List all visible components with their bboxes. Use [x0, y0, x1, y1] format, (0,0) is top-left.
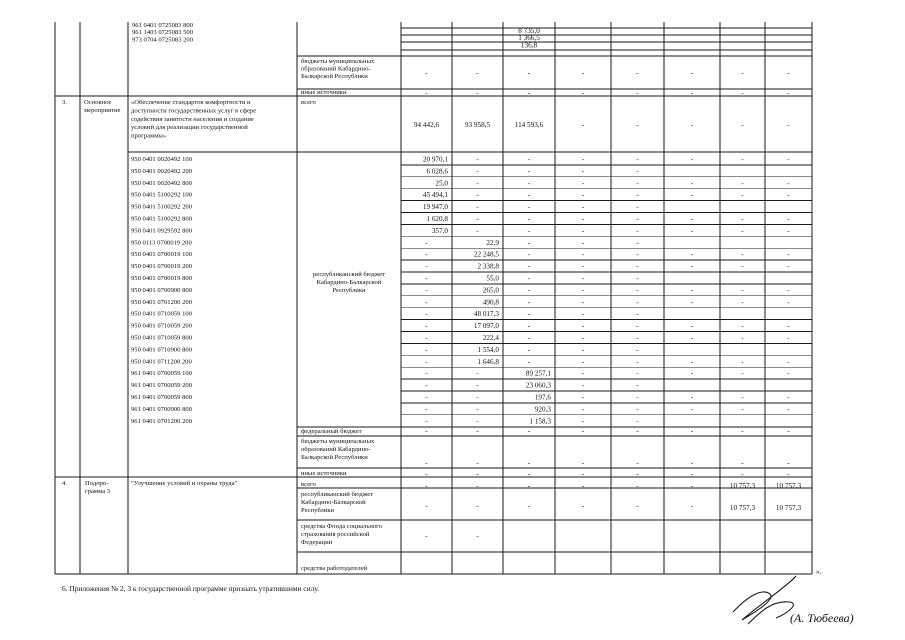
- dash-cell: -: [636, 121, 639, 129]
- dash-cell: -: [581, 334, 585, 342]
- budget-code: 950 0401 0020492 200: [131, 167, 192, 175]
- source-label: Кабардино-Балкарской: [301, 499, 366, 506]
- budget-code: 973 0704 0725083 200: [132, 36, 193, 44]
- source-label: республиканский бюджет: [301, 491, 374, 498]
- dash-cell: -: [527, 357, 531, 366]
- source-label: республиканский бюджет: [312, 271, 386, 278]
- dash-cell: -: [741, 155, 744, 164]
- dash-cell: -: [527, 69, 531, 77]
- dash-cell: -: [741, 427, 744, 435]
- dash-cell: -: [636, 167, 639, 176]
- budget-code: 950 0401 5100292 200: [131, 203, 192, 211]
- dash-cell: -: [636, 417, 639, 426]
- dash-cell: -: [527, 310, 531, 319]
- dash-cell: -: [690, 369, 694, 378]
- dash-cell: -: [636, 238, 639, 247]
- dash-cell: -: [636, 298, 639, 307]
- dash-cell: -: [690, 191, 694, 200]
- dash-cell: -: [425, 274, 428, 283]
- dash-cell: -: [690, 393, 694, 402]
- value-cell: 19 947,0: [422, 203, 448, 212]
- dash-cell: -: [581, 381, 585, 390]
- dash-cell: -: [690, 179, 694, 188]
- dash-cell: -: [636, 250, 639, 259]
- budget-code: 961 0401 0700900 800: [131, 405, 192, 413]
- dash-cell: -: [476, 381, 479, 390]
- dash-cell: -: [527, 191, 531, 200]
- dash-cell: -: [690, 262, 694, 271]
- dash-cell: -: [476, 532, 479, 540]
- dash-cell: -: [741, 470, 744, 478]
- dash-cell: -: [527, 262, 531, 271]
- budget-code: 961 0401 0700059 100: [131, 370, 192, 378]
- dash-cell: -: [636, 179, 639, 188]
- dash-cell: -: [787, 179, 790, 188]
- value-cell: 45 494,1: [422, 191, 448, 200]
- value-cell: 22,9: [486, 238, 499, 247]
- value-cell: 22 248,5: [473, 250, 499, 259]
- dash-cell: -: [787, 226, 790, 235]
- dash-cell: -: [741, 298, 744, 307]
- dash-cell: -: [527, 459, 531, 467]
- dash-cell: -: [741, 286, 744, 295]
- dash-cell: -: [425, 459, 428, 467]
- dash-cell: -: [636, 262, 639, 271]
- dash-cell: -: [476, 215, 479, 223]
- dash-cell: -: [787, 322, 790, 331]
- source-label: бюджеты муниципальных: [301, 58, 375, 65]
- dash-cell: -: [787, 334, 790, 342]
- dash-cell: -: [636, 357, 639, 366]
- dash-cell: -: [741, 393, 744, 402]
- dash-cell: -: [581, 310, 585, 319]
- dash-cell: -: [476, 427, 479, 435]
- dash-cell: -: [527, 470, 531, 478]
- source-label: иные источники: [301, 470, 347, 477]
- source-label: Балкарской Республики: [301, 73, 368, 81]
- total-label: всего: [301, 481, 316, 488]
- dash-cell: -: [787, 262, 790, 271]
- signature-scribble: [733, 576, 796, 624]
- dash-cell: -: [425, 262, 428, 271]
- dash-cell: -: [741, 121, 744, 129]
- dash-cell: -: [581, 405, 585, 414]
- value-cell: 23 060,3: [525, 381, 551, 390]
- row-title: «Обеспечение стандартов комфортности и: [131, 99, 251, 106]
- dash-cell: -: [690, 459, 694, 467]
- dash-cell: -: [476, 89, 479, 97]
- dash-cell: -: [476, 226, 479, 235]
- dash-cell: -: [527, 203, 531, 212]
- total-label: всего: [301, 99, 316, 106]
- dash-cell: -: [425, 427, 428, 435]
- dash-cell: -: [581, 459, 585, 467]
- dash-cell: -: [787, 286, 790, 295]
- row-type: Основное: [84, 99, 112, 106]
- dash-cell: -: [581, 89, 585, 97]
- budget-code: 950 0401 0701200 200: [131, 298, 192, 306]
- source-label: Республики: [301, 507, 335, 514]
- dash-cell: -: [425, 334, 428, 342]
- value-cell: 6 028,6: [426, 167, 448, 176]
- dash-cell: -: [476, 393, 479, 402]
- dash-cell: -: [636, 322, 639, 331]
- source-label: средства работодателей: [301, 565, 368, 572]
- dash-cell: -: [476, 155, 479, 164]
- budget-code: 961 0401 0700059 800: [131, 394, 192, 401]
- dash-cell: -: [741, 459, 744, 467]
- dash-cell: -: [581, 215, 585, 223]
- dash-cell: -: [527, 179, 531, 188]
- value-cell: 1 620,8: [426, 215, 448, 223]
- row-number: 3.: [62, 99, 67, 106]
- dash-cell: -: [636, 405, 639, 414]
- value-cell: 1 646,8: [477, 357, 499, 366]
- dash-cell: -: [787, 298, 790, 307]
- dash-cell: -: [527, 226, 531, 235]
- dash-cell: -: [636, 215, 639, 223]
- dash-cell: -: [787, 69, 790, 77]
- dash-cell: -: [741, 69, 744, 77]
- dash-cell: -: [690, 286, 694, 295]
- closing-quote: ».: [816, 567, 822, 576]
- budget-code: 950 0401 0711200 200: [131, 358, 192, 366]
- signature-text: (А. Тюбеева): [790, 611, 854, 625]
- value-cell: 197,6: [534, 393, 551, 402]
- dash-cell: -: [581, 121, 585, 129]
- row-number: 4.: [62, 480, 67, 487]
- dash-cell: -: [636, 369, 639, 378]
- budget-code: 950 0401 0710059 100: [131, 310, 192, 318]
- row-title: программы»: [131, 132, 167, 140]
- dash-cell: -: [581, 427, 585, 435]
- dash-cell: -: [425, 532, 428, 540]
- budget-code: 950 0401 5100292 100: [131, 191, 192, 199]
- dash-cell: -: [527, 89, 531, 97]
- dash-cell: -: [527, 155, 531, 164]
- dash-cell: -: [636, 286, 639, 295]
- value-cell: 222,4: [482, 334, 499, 342]
- dash-cell: -: [425, 405, 428, 414]
- dash-cell: -: [690, 226, 694, 235]
- dash-cell: -: [636, 89, 639, 97]
- dash-cell: -: [787, 393, 790, 402]
- dash-cell: -: [581, 286, 585, 295]
- dash-cell: -: [636, 155, 639, 164]
- dash-cell: -: [741, 369, 744, 378]
- dash-cell: -: [741, 262, 744, 271]
- dash-cell: -: [636, 274, 639, 283]
- dash-cell: -: [690, 427, 694, 435]
- dash-cell: -: [690, 322, 694, 331]
- dash-cell: -: [741, 322, 744, 331]
- dash-cell: -: [581, 393, 585, 402]
- dash-cell: -: [476, 179, 479, 188]
- dash-cell: -: [581, 226, 585, 235]
- value-cell: 10 757,3: [729, 504, 756, 512]
- budget-code: 961 0401 0701200 200: [131, 417, 192, 425]
- budget-code: 950 0401 0700019 800: [131, 275, 192, 282]
- budget-code: 950 0401 0710059 800: [131, 334, 192, 342]
- source-label: бюджеты муниципальных: [301, 438, 375, 445]
- dash-cell: -: [581, 502, 585, 510]
- dash-cell: -: [425, 298, 428, 307]
- dash-cell: -: [425, 470, 428, 478]
- dash-cell: -: [581, 250, 585, 259]
- value-cell: 1 554,0: [477, 345, 499, 354]
- dash-cell: -: [425, 345, 428, 354]
- source-label: страхования российской: [301, 531, 370, 538]
- source-label: иные источники: [301, 89, 347, 96]
- dash-cell: -: [787, 215, 790, 223]
- dash-cell: -: [581, 482, 585, 490]
- value-cell: 1 158,3: [529, 417, 551, 426]
- dash-cell: -: [527, 502, 531, 510]
- dash-cell: -: [476, 417, 479, 426]
- budget-code: 950 0401 0020492 100: [131, 156, 192, 163]
- source-label: Республики: [332, 287, 366, 294]
- budget-code: 950 0113 0700019 200: [131, 239, 192, 247]
- row-title: условий для реализации государственной: [131, 124, 248, 132]
- dash-cell: -: [581, 167, 585, 176]
- budget-code: 961 0401 0700059 200: [131, 382, 192, 390]
- value-cell: 1 366,5: [518, 34, 540, 43]
- dash-cell: -: [425, 369, 428, 378]
- value-cell: 25,0: [435, 179, 448, 188]
- dash-cell: -: [636, 393, 639, 402]
- dash-cell: -: [787, 369, 790, 378]
- total-value: 94 442,6: [413, 121, 440, 129]
- budget-code: 950 0401 0710059 200: [131, 322, 192, 330]
- dash-cell: -: [581, 69, 585, 77]
- dash-cell: -: [690, 405, 694, 414]
- value-cell: 2 338,8: [477, 262, 499, 271]
- dash-cell: -: [741, 191, 744, 200]
- dash-cell: -: [476, 203, 479, 212]
- dash-cell: -: [581, 417, 585, 426]
- value-cell: 48 017,3: [473, 310, 499, 319]
- source-label: федеральный бюджет: [301, 428, 362, 435]
- dash-cell: -: [690, 334, 694, 342]
- dash-cell: -: [425, 482, 428, 490]
- value-cell: 136,8: [520, 41, 538, 50]
- dash-cell: -: [741, 357, 744, 366]
- dash-cell: -: [690, 482, 694, 490]
- dash-cell: -: [787, 89, 790, 97]
- dash-cell: -: [581, 369, 585, 378]
- dash-cell: -: [636, 427, 639, 435]
- dash-cell: -: [636, 334, 639, 342]
- dash-cell: -: [581, 203, 585, 212]
- dash-cell: -: [741, 226, 744, 235]
- dash-cell: -: [476, 482, 479, 490]
- dash-cell: -: [787, 121, 790, 129]
- dash-cell: -: [476, 369, 479, 378]
- budget-code: 950 0401 0710900 800: [131, 346, 192, 354]
- source-label: образований Кабардино-: [301, 65, 371, 73]
- dash-cell: -: [690, 121, 694, 129]
- dash-cell: -: [527, 482, 531, 490]
- dash-cell: -: [425, 310, 428, 319]
- dash-cell: -: [690, 502, 694, 510]
- dash-cell: -: [527, 167, 531, 176]
- dash-cell: -: [476, 470, 479, 478]
- dash-cell: -: [636, 459, 639, 467]
- dash-cell: -: [425, 286, 428, 295]
- row-title: доступности государственных услуг в сфере: [131, 107, 257, 115]
- budget-code: 950 0401 0020492 800: [131, 179, 192, 187]
- dash-cell: -: [690, 357, 694, 366]
- dash-cell: -: [581, 274, 585, 283]
- dash-cell: -: [581, 322, 585, 331]
- row-title: содействия занятости населения и создание: [131, 115, 254, 123]
- dash-cell: -: [476, 405, 479, 414]
- dash-cell: -: [581, 345, 585, 354]
- dash-cell: -: [527, 250, 531, 259]
- budget-code: 950 0401 0700019 200: [131, 263, 192, 271]
- total-value: 10 757,3: [729, 482, 756, 490]
- value-cell: 357,0: [431, 226, 448, 235]
- dash-cell: -: [741, 405, 744, 414]
- row-type: Подпро-: [85, 480, 109, 487]
- dash-cell: -: [527, 345, 531, 354]
- dash-cell: -: [690, 89, 694, 97]
- dash-cell: -: [476, 167, 479, 176]
- source-label: Федерации: [301, 539, 333, 546]
- dash-cell: -: [787, 191, 790, 200]
- dash-cell: -: [787, 155, 790, 164]
- dash-cell: -: [581, 298, 585, 307]
- dash-cell: -: [527, 274, 531, 283]
- dash-cell: -: [581, 262, 585, 271]
- dash-cell: -: [636, 470, 639, 478]
- value-cell: 920,3: [534, 405, 551, 414]
- dash-cell: -: [425, 393, 428, 402]
- source-label: средства Фонда социального: [301, 523, 383, 530]
- source-label: образований Кабардино-: [301, 446, 371, 453]
- total-value: 10 757,3: [775, 482, 802, 490]
- dash-cell: -: [476, 459, 479, 467]
- value-cell: 89 257,1: [525, 369, 551, 378]
- dash-cell: -: [636, 226, 639, 235]
- dash-cell: -: [636, 345, 639, 354]
- row-title: "Улучшение условий и охраны труда": [131, 480, 238, 487]
- budget-code: 950 0401 0700019 100: [131, 251, 192, 259]
- total-value: 93 958,5: [464, 121, 491, 129]
- dash-cell: -: [636, 502, 639, 510]
- signature-mark: [733, 576, 854, 625]
- dash-cell: -: [787, 357, 790, 366]
- dash-cell: -: [425, 417, 428, 426]
- dash-cell: -: [787, 470, 790, 478]
- budget-code: 961 0401 0725083 800: [132, 22, 193, 29]
- dash-cell: -: [425, 238, 428, 247]
- budget-code: 950 0401 0929592 800: [131, 227, 192, 235]
- dash-cell: -: [527, 427, 531, 435]
- dash-cell: -: [787, 427, 790, 435]
- dash-cell: -: [425, 69, 428, 77]
- dash-cell: -: [527, 298, 531, 307]
- value-cell: 55,0: [486, 274, 499, 283]
- dash-cell: -: [527, 334, 531, 342]
- dash-cell: -: [425, 502, 428, 510]
- dash-cell: -: [636, 310, 639, 319]
- budget-code: 961 1403 0725083 500: [132, 29, 193, 37]
- dash-cell: -: [425, 250, 428, 259]
- dash-cell: -: [690, 250, 694, 259]
- value-cell: 20 970,1: [422, 155, 448, 164]
- dash-cell: -: [741, 250, 744, 259]
- dash-cell: -: [636, 203, 639, 212]
- dash-cell: -: [690, 298, 694, 307]
- dash-cell: -: [581, 470, 585, 478]
- footnote: 6. Приложения № 2, 3 к государственной программе признать утратившими силу.: [62, 584, 319, 593]
- value-cell: 8 735,0: [518, 27, 540, 35]
- dash-cell: -: [581, 179, 585, 188]
- dash-cell: -: [581, 357, 585, 366]
- dash-cell: -: [636, 482, 639, 490]
- dash-cell: -: [636, 191, 639, 200]
- dash-cell: -: [787, 459, 790, 467]
- dash-cell: -: [476, 69, 479, 77]
- dash-cell: -: [425, 357, 428, 366]
- budget-code: 950 0401 5100292 800: [131, 215, 192, 223]
- dash-cell: -: [476, 502, 479, 510]
- dash-cell: -: [690, 155, 694, 164]
- dash-cell: -: [741, 89, 744, 97]
- source-label: Кабардино-Балкарской: [316, 279, 382, 286]
- dash-cell: -: [581, 191, 585, 200]
- row-type: грамма 3: [85, 488, 111, 495]
- dash-cell: -: [787, 250, 790, 259]
- dash-cell: -: [527, 322, 531, 331]
- value-cell: 17 097,0: [473, 322, 499, 331]
- dash-cell: -: [527, 238, 531, 247]
- dash-cell: -: [425, 381, 428, 390]
- dash-cell: -: [690, 470, 694, 478]
- dash-cell: -: [581, 238, 585, 247]
- dash-cell: -: [425, 89, 428, 97]
- row-type: мероприятие: [84, 107, 121, 114]
- value-cell: 265,0: [482, 286, 499, 295]
- dash-cell: -: [527, 286, 531, 295]
- dash-cell: -: [741, 334, 744, 342]
- dash-cell: -: [690, 215, 694, 223]
- dash-cell: -: [425, 322, 428, 331]
- dash-cell: -: [741, 179, 744, 188]
- dash-cell: -: [476, 191, 479, 200]
- dash-cell: -: [581, 155, 585, 164]
- dash-cell: -: [527, 215, 531, 223]
- value-cell: 10 757,3: [775, 504, 802, 512]
- dash-cell: -: [741, 215, 744, 223]
- dash-cell: -: [690, 69, 694, 77]
- source-label: Балкарской Республики: [301, 454, 368, 461]
- dash-cell: -: [636, 381, 639, 390]
- budget-code: 950 0401 0700900 800: [131, 286, 192, 294]
- total-value: 114 593,6: [514, 121, 544, 129]
- dash-cell: -: [636, 69, 639, 77]
- value-cell: 490,8: [482, 298, 499, 307]
- dash-cell: -: [787, 405, 790, 414]
